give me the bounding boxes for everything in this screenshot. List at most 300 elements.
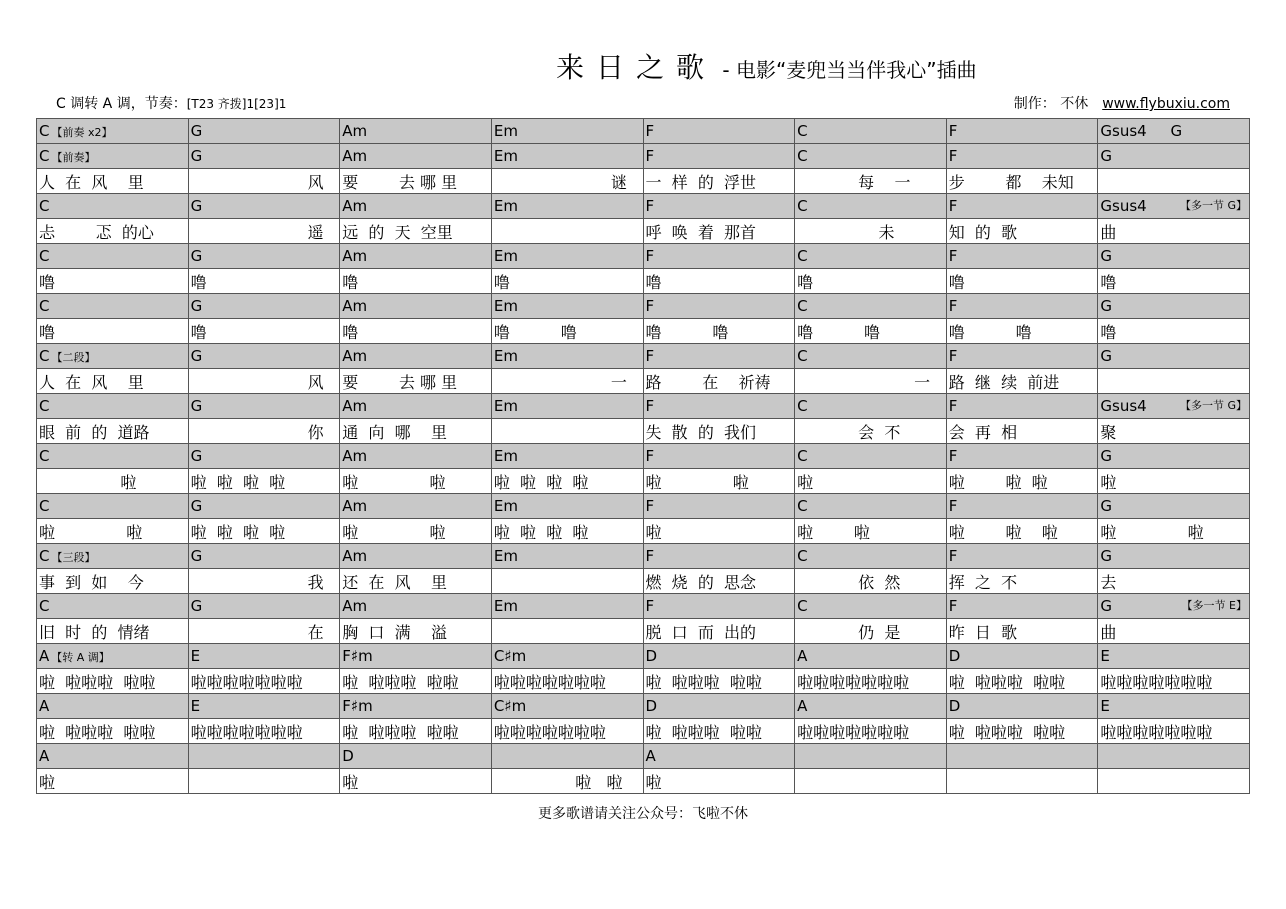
chord-name: A bbox=[39, 697, 50, 715]
chord-sheet-table bbox=[36, 118, 1250, 794]
lyric-text: 失 散 的 我们 bbox=[645, 422, 757, 442]
lyric-text: 谜 bbox=[493, 172, 627, 192]
lyric-cell bbox=[643, 569, 795, 594]
chord-name: C♯m bbox=[493, 697, 527, 715]
lyric-text: 风 bbox=[190, 372, 324, 392]
lyric-cell bbox=[188, 369, 340, 394]
website-link[interactable]: www.flybuxiu.com bbox=[1102, 96, 1230, 112]
chord-row bbox=[37, 119, 1250, 144]
lyric-text: 啦啦啦啦啦啦啦 bbox=[797, 722, 910, 742]
section-marker: 【前奏 x2】 bbox=[51, 126, 113, 139]
lyric-text: 眼 前 的 道路 bbox=[39, 422, 150, 442]
lyric-text: 啦啦啦啦啦啦啦 bbox=[493, 722, 606, 742]
chord-name: Gsus4 bbox=[1100, 397, 1147, 415]
lyric-text: 一 bbox=[797, 372, 931, 392]
rhythm-pattern: [T23 齐拨]1[23]1 bbox=[186, 97, 287, 111]
chord-name: C bbox=[39, 447, 50, 465]
lyric-cell bbox=[643, 469, 795, 494]
chord-name: C bbox=[39, 497, 50, 515]
chord-cell bbox=[491, 394, 643, 419]
chord-cell bbox=[491, 494, 643, 519]
lyric-cell bbox=[795, 169, 947, 194]
lyric-cell bbox=[946, 419, 1098, 444]
chord-name: Em bbox=[493, 397, 518, 415]
chord-cell bbox=[795, 444, 947, 469]
chord-cell bbox=[340, 344, 492, 369]
chord-cell bbox=[491, 344, 643, 369]
lyric-cell bbox=[795, 219, 947, 244]
section-note: 【多一节 E】 bbox=[1181, 599, 1247, 612]
chord-name: A bbox=[797, 697, 808, 715]
chord-name: C bbox=[39, 397, 50, 415]
lyric-text: 啦 啦 bbox=[645, 472, 749, 492]
chord-cell bbox=[1098, 194, 1250, 219]
lyric-text: 啦 啦 bbox=[493, 772, 623, 792]
chord-cell bbox=[946, 544, 1098, 569]
section-note: 【多一节 G】 bbox=[1179, 199, 1247, 212]
lyric-text: 噜 bbox=[190, 272, 207, 292]
lyric-text: 噜 噜 bbox=[948, 322, 1032, 342]
lyric-text: 啦 啦 bbox=[342, 472, 446, 492]
chord-cell bbox=[188, 194, 340, 219]
chord-name: F bbox=[948, 197, 958, 215]
chord-cell bbox=[643, 444, 795, 469]
lyric-text: 噜 噜 bbox=[645, 322, 729, 342]
chord-name: C bbox=[797, 247, 808, 265]
lyric-text: 一 样 的 浮世 bbox=[645, 172, 757, 192]
chord-row bbox=[37, 744, 1250, 769]
lyric-cell bbox=[1098, 469, 1250, 494]
lyric-cell bbox=[491, 269, 643, 294]
chord-name: Gsus4 G bbox=[1100, 122, 1183, 140]
chord-name: D bbox=[948, 647, 961, 665]
lyric-text: 路 继 续 前进 bbox=[948, 372, 1060, 392]
lyric-row bbox=[37, 369, 1250, 394]
chord-cell bbox=[340, 744, 492, 769]
chord-name: D bbox=[645, 697, 658, 715]
lyric-cell bbox=[946, 769, 1098, 794]
lyric-cell bbox=[37, 719, 189, 744]
chord-cell bbox=[1098, 294, 1250, 319]
chord-cell bbox=[340, 544, 492, 569]
chord-cell bbox=[491, 294, 643, 319]
section-marker: 【二段】 bbox=[51, 351, 96, 364]
lyric-cell bbox=[37, 769, 189, 794]
chord-cell bbox=[340, 294, 492, 319]
section-marker: 【三段】 bbox=[51, 551, 96, 564]
lyric-text: 啦 啦 bbox=[342, 522, 446, 542]
lyric-row bbox=[37, 269, 1250, 294]
chord-name: F bbox=[948, 147, 958, 165]
lyric-cell bbox=[946, 619, 1098, 644]
chord-row bbox=[37, 294, 1250, 319]
chord-cell bbox=[795, 594, 947, 619]
lyric-cell bbox=[643, 219, 795, 244]
chord-cell bbox=[340, 594, 492, 619]
lyric-cell bbox=[1098, 319, 1250, 344]
chord-name: Em bbox=[493, 297, 518, 315]
chord-row bbox=[37, 194, 1250, 219]
lyric-cell bbox=[37, 519, 189, 544]
chord-name: G bbox=[190, 297, 203, 315]
chord-name: F bbox=[948, 447, 958, 465]
song-title-sub: - 电影“麦兜当当伴我心”插曲 bbox=[716, 58, 977, 82]
lyric-text: 噜 噜 bbox=[493, 322, 577, 342]
chord-cell bbox=[491, 644, 643, 669]
chord-cell bbox=[188, 594, 340, 619]
lyric-cell bbox=[340, 719, 492, 744]
chord-name: F bbox=[645, 597, 655, 615]
chord-cell bbox=[795, 194, 947, 219]
lyric-cell bbox=[946, 469, 1098, 494]
chord-name: F bbox=[645, 547, 655, 565]
chord-cell bbox=[643, 544, 795, 569]
chord-cell bbox=[1098, 119, 1250, 144]
chord-cell bbox=[1098, 744, 1250, 769]
lyric-cell bbox=[946, 219, 1098, 244]
lyric-cell bbox=[491, 619, 643, 644]
lyric-cell bbox=[37, 319, 189, 344]
chord-cell bbox=[491, 744, 643, 769]
lyric-cell bbox=[188, 519, 340, 544]
chord-cell bbox=[491, 694, 643, 719]
lyric-cell bbox=[1098, 269, 1250, 294]
chord-cell bbox=[643, 394, 795, 419]
lyric-cell bbox=[188, 269, 340, 294]
lyric-cell bbox=[946, 169, 1098, 194]
lyric-cell bbox=[491, 769, 643, 794]
chord-name: F bbox=[645, 347, 655, 365]
author: 制作： 不休 bbox=[1013, 96, 1089, 112]
chord-cell bbox=[643, 694, 795, 719]
chord-name: G bbox=[190, 347, 203, 365]
lyric-cell bbox=[1098, 669, 1250, 694]
chord-cell bbox=[795, 344, 947, 369]
chord-name: F bbox=[948, 547, 958, 565]
lyric-cell bbox=[340, 269, 492, 294]
chord-name: E bbox=[1100, 697, 1110, 715]
lyric-text: 噜 bbox=[797, 272, 814, 292]
chord-cell bbox=[491, 594, 643, 619]
chord-cell bbox=[1098, 344, 1250, 369]
chord-name: C bbox=[39, 547, 50, 565]
chord-cell bbox=[491, 244, 643, 269]
lyric-cell bbox=[188, 419, 340, 444]
chord-sheet-body bbox=[37, 119, 1250, 794]
lyric-text: 噜 bbox=[342, 272, 359, 292]
lyric-text: 啦 啦啦啦 啦啦 bbox=[948, 672, 1066, 692]
chord-cell bbox=[491, 444, 643, 469]
lyric-cell bbox=[946, 569, 1098, 594]
chord-name: Em bbox=[493, 547, 518, 565]
chord-cell bbox=[795, 694, 947, 719]
lyric-cell bbox=[340, 319, 492, 344]
lyric-row bbox=[37, 469, 1250, 494]
chord-name: Em bbox=[493, 447, 518, 465]
lyric-text: 忐 忑 的心 bbox=[39, 222, 154, 242]
chord-name: F bbox=[948, 397, 958, 415]
lyric-text: 脱 口 而 出的 bbox=[645, 622, 757, 642]
lyric-text: 聚 bbox=[1100, 422, 1117, 442]
lyric-cell bbox=[188, 669, 340, 694]
lyric-cell bbox=[795, 769, 947, 794]
lyric-text: 旧 时 的 情绪 bbox=[39, 622, 150, 642]
lyric-text: 去 bbox=[1100, 572, 1117, 592]
chord-cell bbox=[795, 494, 947, 519]
section-note: 【多一节 G】 bbox=[1179, 399, 1247, 412]
lyric-text: 会 再 相 bbox=[948, 422, 1018, 442]
chord-name: C bbox=[797, 497, 808, 515]
chord-row bbox=[37, 594, 1250, 619]
chord-name: C bbox=[797, 447, 808, 465]
chord-cell bbox=[188, 544, 340, 569]
lyric-text: 啦 啦啦啦 啦啦 bbox=[645, 722, 762, 742]
chord-row bbox=[37, 494, 1250, 519]
lyric-cell bbox=[795, 269, 947, 294]
lyric-cell bbox=[1098, 219, 1250, 244]
chord-name: C bbox=[797, 122, 808, 140]
chord-cell bbox=[340, 494, 492, 519]
credits bbox=[1014, 93, 1230, 113]
lyric-text: 啦 啦 啦 bbox=[948, 522, 1058, 542]
lyric-text: 呼 唤 着 那首 bbox=[645, 222, 757, 242]
lyric-text: 啦 bbox=[645, 522, 662, 542]
lyric-text: 啦 啦啦啦 啦啦 bbox=[39, 672, 156, 692]
chord-cell bbox=[643, 119, 795, 144]
chord-cell bbox=[795, 744, 947, 769]
chord-name: C bbox=[39, 297, 50, 315]
lyric-text: 你 bbox=[190, 422, 324, 442]
lyric-text: 在 bbox=[190, 622, 324, 642]
lyric-text: 啦啦啦啦啦啦啦 bbox=[1100, 672, 1213, 692]
chord-cell bbox=[643, 144, 795, 169]
section-marker: 【前奏】 bbox=[51, 151, 96, 164]
chord-name: F bbox=[645, 147, 655, 165]
chord-name: Am bbox=[342, 497, 368, 515]
lyric-cell bbox=[491, 319, 643, 344]
chord-name: C bbox=[797, 347, 808, 365]
lyric-text: 啦 啦啦啦 啦啦 bbox=[645, 672, 762, 692]
chord-name: G bbox=[1100, 497, 1112, 515]
chord-name: Am bbox=[342, 247, 368, 265]
lyric-text: 啦啦啦啦啦啦啦 bbox=[1100, 722, 1213, 742]
lyric-row bbox=[37, 669, 1250, 694]
chord-cell bbox=[340, 119, 492, 144]
chord-name: Am bbox=[342, 597, 368, 615]
lyric-text: 通 向 哪 里 bbox=[342, 422, 447, 442]
lyric-row bbox=[37, 519, 1250, 544]
chord-name: F bbox=[948, 497, 958, 515]
lyric-cell bbox=[1098, 369, 1250, 394]
lyric-text: 啦 啦 啦 bbox=[948, 472, 1048, 492]
lyric-cell bbox=[946, 319, 1098, 344]
chord-cell bbox=[1098, 544, 1250, 569]
chord-cell bbox=[946, 744, 1098, 769]
chord-name: D bbox=[948, 697, 961, 715]
lyric-text: 步 都 未知 bbox=[948, 172, 1074, 192]
lyric-text: 噜 bbox=[1100, 322, 1117, 342]
lyric-cell bbox=[188, 719, 340, 744]
chord-cell bbox=[643, 194, 795, 219]
key-and-rhythm bbox=[56, 93, 286, 113]
lyric-text: 燃 烧 的 思念 bbox=[645, 572, 757, 592]
chord-name: F bbox=[948, 597, 958, 615]
lyric-text: 未 bbox=[797, 222, 895, 242]
lyric-row bbox=[37, 169, 1250, 194]
section-marker: 【转 A 调】 bbox=[51, 651, 110, 664]
chord-name: F bbox=[948, 297, 958, 315]
chord-name: G bbox=[190, 497, 203, 515]
lyric-row bbox=[37, 719, 1250, 744]
chord-name: Em bbox=[493, 147, 518, 165]
lyric-cell bbox=[795, 719, 947, 744]
chord-cell bbox=[795, 644, 947, 669]
chord-cell bbox=[37, 144, 189, 169]
lyric-cell bbox=[946, 519, 1098, 544]
lyric-cell bbox=[340, 169, 492, 194]
lyric-cell bbox=[340, 519, 492, 544]
lyric-text: 远 的 天 空里 bbox=[342, 222, 453, 242]
chord-cell bbox=[643, 494, 795, 519]
chord-name: Am bbox=[342, 447, 368, 465]
chord-cell bbox=[188, 444, 340, 469]
chord-name: Em bbox=[493, 347, 518, 365]
lyric-cell bbox=[340, 769, 492, 794]
lyric-cell bbox=[491, 569, 643, 594]
lyric-text: 啦啦啦啦啦啦啦 bbox=[797, 672, 910, 692]
chord-name: G bbox=[1100, 347, 1112, 365]
chord-cell bbox=[340, 644, 492, 669]
lyric-cell bbox=[795, 519, 947, 544]
chord-cell bbox=[37, 544, 189, 569]
chord-name: G bbox=[190, 447, 203, 465]
lyric-cell bbox=[643, 319, 795, 344]
lyric-cell bbox=[1098, 569, 1250, 594]
chord-row bbox=[37, 444, 1250, 469]
lyric-cell bbox=[491, 519, 643, 544]
chord-name: C bbox=[39, 347, 50, 365]
chord-row bbox=[37, 144, 1250, 169]
chord-name: Em bbox=[493, 597, 518, 615]
lyric-cell bbox=[491, 169, 643, 194]
chord-name: E bbox=[1100, 647, 1110, 665]
chord-name: G bbox=[190, 197, 203, 215]
lyric-cell bbox=[37, 369, 189, 394]
lyric-text: 曲 bbox=[1100, 222, 1117, 242]
chord-name: Gsus4 bbox=[1100, 197, 1147, 215]
chord-name: F bbox=[948, 122, 958, 140]
lyric-text: 依 然 bbox=[797, 572, 901, 592]
lyric-cell bbox=[1098, 619, 1250, 644]
lyric-text: 啦啦啦啦啦啦啦 bbox=[493, 672, 606, 692]
lyric-text: 啦 啦 bbox=[1100, 522, 1204, 542]
chord-cell bbox=[946, 394, 1098, 419]
lyric-cell bbox=[946, 369, 1098, 394]
chord-name: Am bbox=[342, 197, 368, 215]
lyric-cell bbox=[37, 269, 189, 294]
lyric-cell bbox=[340, 569, 492, 594]
chord-cell bbox=[340, 144, 492, 169]
lyric-text: 啦 啦 啦 啦 bbox=[493, 472, 589, 492]
lyric-cell bbox=[491, 469, 643, 494]
lyric-cell bbox=[340, 469, 492, 494]
lyric-text: 啦 bbox=[39, 772, 56, 792]
chord-name: G bbox=[190, 397, 203, 415]
chord-cell bbox=[643, 644, 795, 669]
lyric-row bbox=[37, 419, 1250, 444]
lyric-cell bbox=[188, 469, 340, 494]
chord-name: Am bbox=[342, 297, 368, 315]
chord-cell bbox=[643, 244, 795, 269]
lyric-text: 昨 日 歌 bbox=[948, 622, 1018, 642]
chord-cell bbox=[795, 244, 947, 269]
chord-cell bbox=[1098, 594, 1250, 619]
lyric-cell bbox=[340, 419, 492, 444]
chord-name: Am bbox=[342, 547, 368, 565]
lyric-cell bbox=[37, 569, 189, 594]
chord-cell bbox=[188, 494, 340, 519]
lyric-cell bbox=[491, 419, 643, 444]
lyric-text: 啦啦啦啦啦啦啦 bbox=[190, 722, 303, 742]
chord-name: Em bbox=[493, 122, 518, 140]
lyric-row bbox=[37, 619, 1250, 644]
chord-cell bbox=[1098, 144, 1250, 169]
lyric-text: 路 在 祈祷 bbox=[645, 372, 771, 392]
chord-cell bbox=[340, 244, 492, 269]
lyric-cell bbox=[340, 219, 492, 244]
lyric-cell bbox=[643, 419, 795, 444]
chord-name: C bbox=[797, 147, 808, 165]
lyric-cell bbox=[188, 769, 340, 794]
chord-cell bbox=[37, 119, 189, 144]
chord-cell bbox=[643, 744, 795, 769]
chord-cell bbox=[643, 594, 795, 619]
chord-name: C bbox=[797, 397, 808, 415]
lyric-text: 啦 啦 bbox=[797, 522, 870, 542]
chord-name: A bbox=[39, 747, 50, 765]
chord-cell bbox=[946, 194, 1098, 219]
chord-cell bbox=[1098, 644, 1250, 669]
lyric-cell bbox=[340, 669, 492, 694]
chord-name: G bbox=[190, 147, 203, 165]
chord-cell bbox=[1098, 394, 1250, 419]
chord-name: E bbox=[190, 647, 201, 665]
lyric-text: 噜 bbox=[1100, 272, 1117, 292]
chord-name: F bbox=[645, 197, 655, 215]
chord-name: Am bbox=[342, 147, 368, 165]
chord-cell bbox=[1098, 444, 1250, 469]
chord-cell bbox=[795, 144, 947, 169]
chord-name: F bbox=[948, 347, 958, 365]
lyric-text: 啦 bbox=[1100, 472, 1117, 492]
lyric-cell bbox=[795, 369, 947, 394]
lyric-text: 啦 bbox=[39, 472, 137, 492]
chord-name: G bbox=[190, 122, 203, 140]
chord-name: C bbox=[39, 122, 50, 140]
lyric-cell bbox=[795, 669, 947, 694]
chord-cell bbox=[946, 444, 1098, 469]
lyric-cell bbox=[946, 269, 1098, 294]
chord-name: G bbox=[1100, 297, 1112, 315]
song-title-main: 来日之歌 bbox=[556, 51, 717, 84]
chord-cell bbox=[188, 344, 340, 369]
chord-cell bbox=[491, 144, 643, 169]
chord-row bbox=[37, 394, 1250, 419]
chord-cell bbox=[37, 744, 189, 769]
lyric-cell bbox=[188, 619, 340, 644]
chord-cell bbox=[37, 594, 189, 619]
chord-name: F bbox=[645, 247, 655, 265]
